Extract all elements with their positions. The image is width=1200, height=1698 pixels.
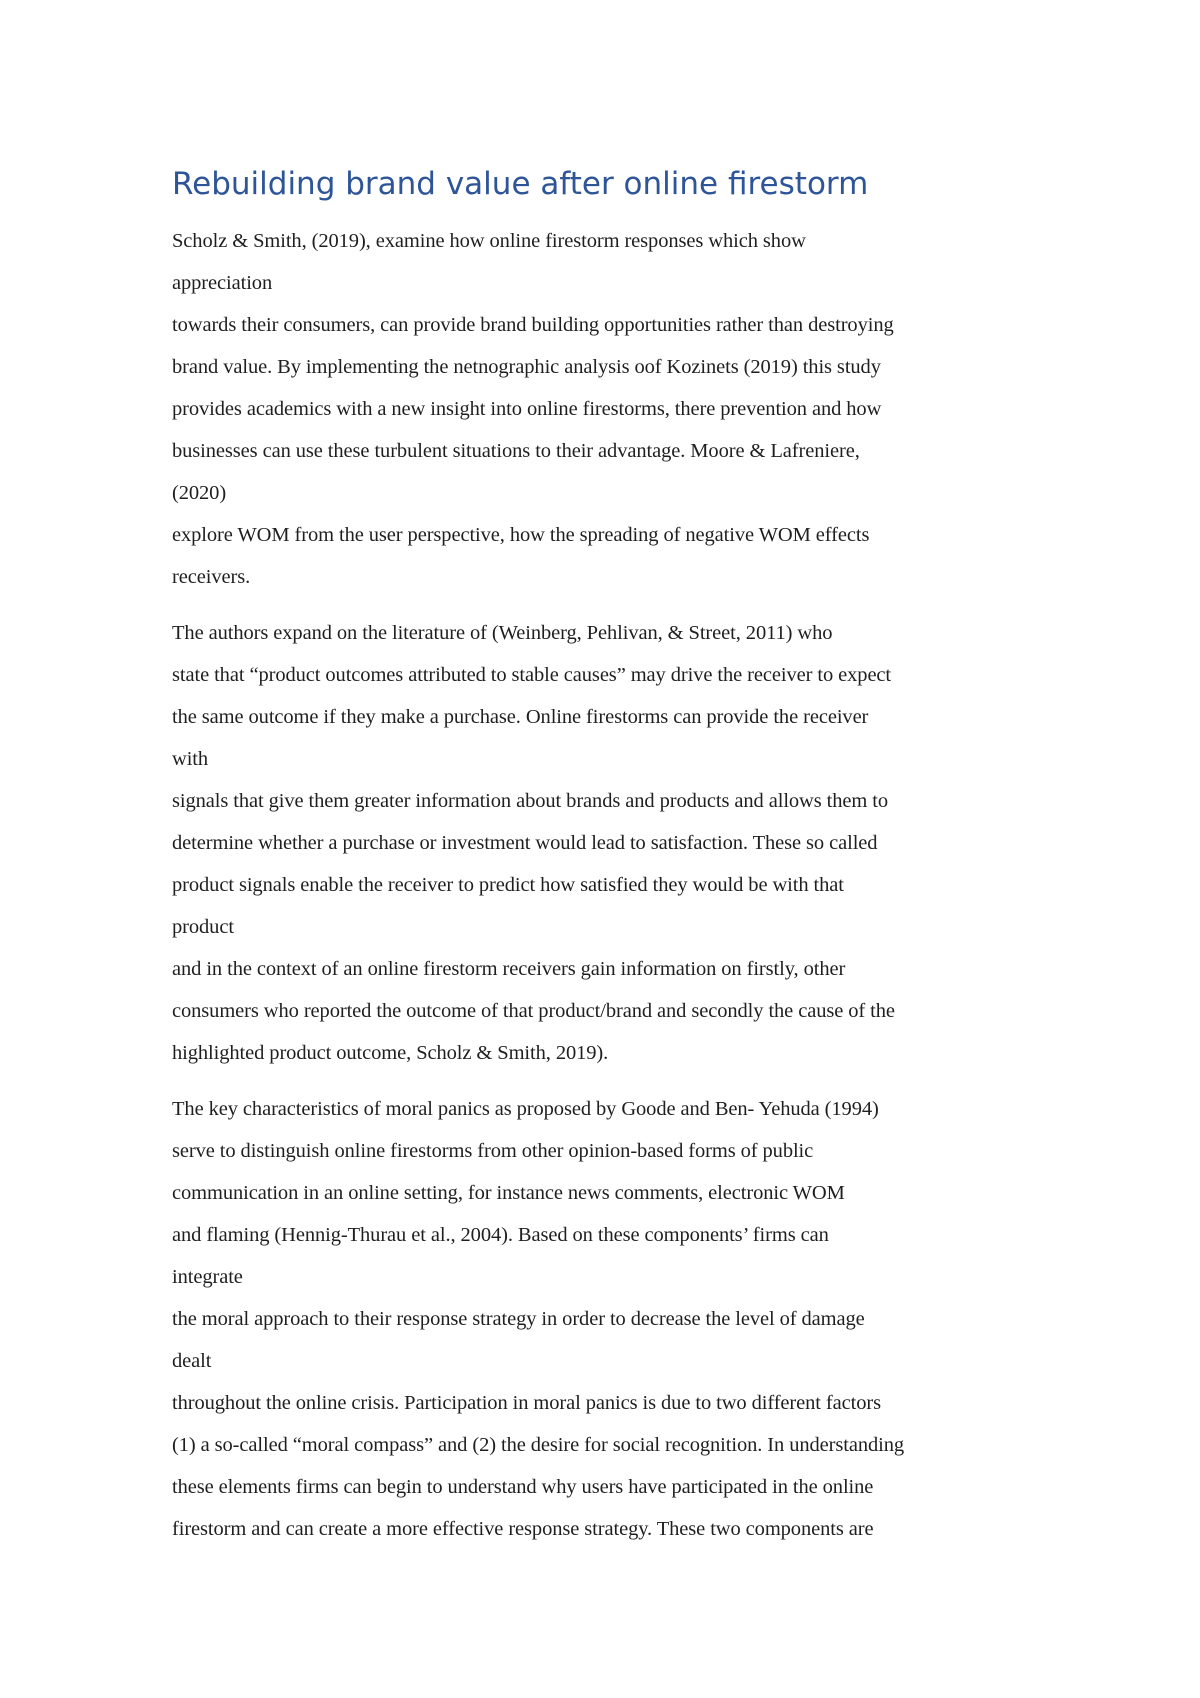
text-line: communication in an online setting, for instance news comments, electronic WOM — [172, 1182, 845, 1204]
text-line: throughout the online crisis. Participation in moral panics is due to two different factors — [172, 1392, 882, 1414]
text-line: appreciation — [172, 272, 273, 294]
text-line: determine whether a purchase or investment would lead to satisfaction. These so called — [172, 832, 878, 854]
text-line: highlighted product outcome, Scholz & Smith, 2019). — [172, 1042, 609, 1064]
text-line: and flaming (Hennig-Thurau et al., 2004). Based on these components’ firms can — [172, 1224, 829, 1246]
text-line: the moral approach to their response strategy in order to decrease the level of damage — [172, 1308, 865, 1330]
text-line: and in the context of an online firestorm receivers gain information on firstly, other — [172, 958, 846, 980]
text-line: state that “product outcomes attributed to stable causes” may drive the receiver to expect — [172, 664, 892, 686]
text-line: with — [172, 748, 209, 770]
text-line: Scholz & Smith, (2019), examine how online firestorm responses which show — [172, 230, 806, 252]
text-line: consumers who reported the outcome of that product/brand and secondly the cause of the — [172, 1000, 895, 1022]
text-line: serve to distinguish online firestorms from other opinion-based forms of public — [172, 1140, 814, 1162]
text-line: (2020) — [172, 482, 227, 504]
text-line: receivers. — [172, 566, 251, 588]
text-line: firestorm and can create a more effective response strategy. These two components are — [172, 1518, 874, 1540]
page-title: Rebuilding brand value after online firestorm — [172, 166, 869, 202]
text-line: The authors expand on the literature of (Weinberg, Pehlivan, & Street, 2011) who — [172, 622, 833, 644]
text-line: brand value. By implementing the netnographic analysis oof Kozinets (2019) this study — [172, 356, 881, 378]
text-line: dealt — [172, 1350, 212, 1372]
text-line: signals that give them greater information about brands and products and allows them to — [172, 790, 889, 812]
text-line: these elements firms can begin to understand why users have participated in the online — [172, 1476, 874, 1498]
text-line: the same outcome if they make a purchase. Online firestorms can provide the receiver — [172, 706, 869, 728]
paragraph-1 — [172, 220, 1072, 598]
text-line: explore WOM from the user perspective, how the spreading of negative WOM effects — [172, 524, 870, 546]
text-line: The key characteristics of moral panics as proposed by Goode and Ben- Yehuda (1994) — [172, 1098, 879, 1120]
text-line: businesses can use these turbulent situations to their advantage. Moore & Lafreniere, — [172, 440, 860, 462]
text-line: integrate — [172, 1266, 243, 1288]
paragraph-2 — [172, 612, 1072, 1074]
text-line: towards their consumers, can provide brand building opportunities rather than destroying — [172, 314, 894, 336]
text-line: provides academics with a new insight into online firestorms, there prevention and how — [172, 398, 882, 420]
text-line: (1) a so-called “moral compass” and (2) the desire for social recognition. In understanding — [172, 1434, 905, 1456]
paragraph-3 — [172, 1088, 1072, 1550]
text-line: product — [172, 916, 234, 938]
text-line: product signals enable the receiver to predict how satisfied they would be with that — [172, 874, 844, 896]
